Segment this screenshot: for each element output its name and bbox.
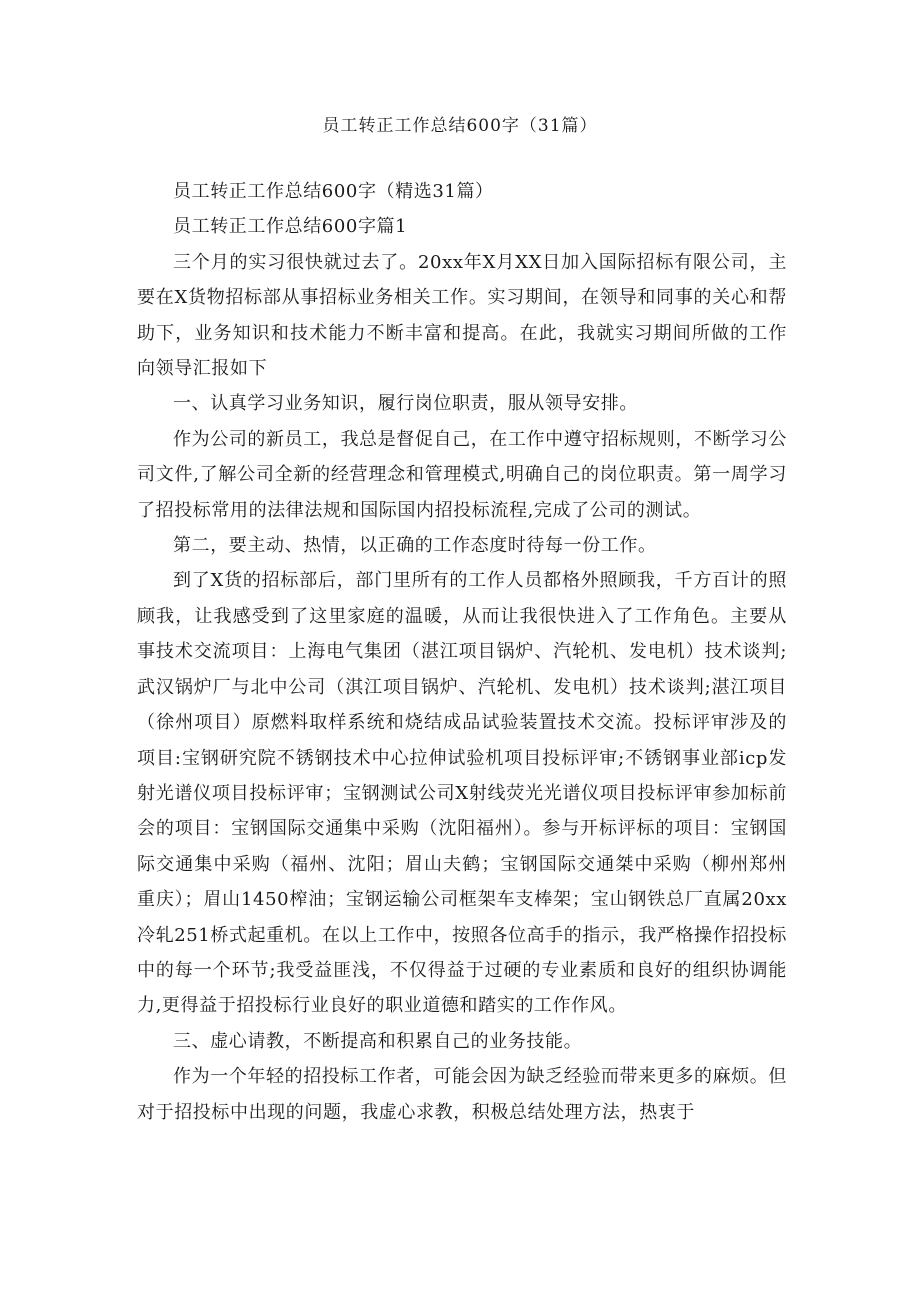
- document-title: 员工转正工作总结600字（31篇）: [322, 116, 598, 136]
- numbered-heading: 一、认真学习业务知识，履行岗位职责，服从领导安排。: [173, 393, 638, 415]
- body-paragraph: 作为公司的新员工，我总是督促自己，在工作中遵守招标规则，不断学习公司文件,了解公司全新的经营理念和管理模式,明确自己的岗位职责。第一周学习了招投标常用的法律法规和国际国内招投标流程,完成了公司的测试。: [137, 428, 787, 521]
- numbered-heading: 第二，要主动、热情，以正确的工作态度时待每一份工作。: [173, 535, 657, 557]
- body-paragraph: 三个月的实习很快就过去了。20xx年X月XX日加入国际招标有限公司，主要在X货物招标部从事招标业务相关工作。实习期间，在领导和同事的关心和帮助下，业务知识和技术能力不断丰富和提高。在此，我就实习期间所做的工作向领导汇报如下: [137, 251, 787, 380]
- body-paragraph: 作为一个年轻的招投标工作者，可能会因为缺乏经验而带来更多的麻烦。但对于招投标中出现的问题，我虚心求教，积极总结处理方法，热衷于: [137, 1066, 787, 1123]
- body-paragraph: 到了X货的招标部后，部门里所有的工作人员都格外照顾我，千方百计的照顾我，让我感受到了这里家庭的温暖，从而让我很快进入了工作角色。主要从事技术交流项目：上海电气集团（湛江项目锅炉、汽轮机、发电机）技术谈判;武汉锅炉厂与北中公司（淇江项目锅炉、汽轮机、发电机）技术谈判;湛江项目（徐州项目）原燃料取样系统和烧结成品试验装置技术交流。投标评审涉及的项目:宝钢研究院不锈钢技术中心拉伸试验机项目投标评审;不锈钢事业部icp发射光谱仪项目投标评审；宝钢测试公司X射线荧光光谱仪项目投标评审参加标前会的项目：宝钢国际交通集中采购（沈阳福州）。参与开标评标的项目：宝钢国际交通集中采购（福州、沈阳；眉山夫鹤；宝钢国际交通桀中采购（柳州郑州重庆）；眉山1450榨油；宝钢运输公司框架车支棒架；宝山钢铁总厂直属20xx冷轧251桥式起重机。在以上工作中，按照各位高手的指示，我严格操作招投标中的每一个环节;我受益匪浅，不仅得益于过硬的专业素质和良好的组织协调能力,更得益于招投标行业良好的职业道德和踏实的工作作风。: [137, 570, 787, 1017]
- section-heading: 员工转正工作总结600字篇1: [173, 216, 408, 238]
- document-body: [137, 174, 787, 1130]
- numbered-heading: 三、虚心请教，不断提高和积累自己的业务技能。: [173, 1030, 583, 1052]
- subtitle-paragraph: 员工转正工作总结600字（精选31篇）: [173, 181, 494, 202]
